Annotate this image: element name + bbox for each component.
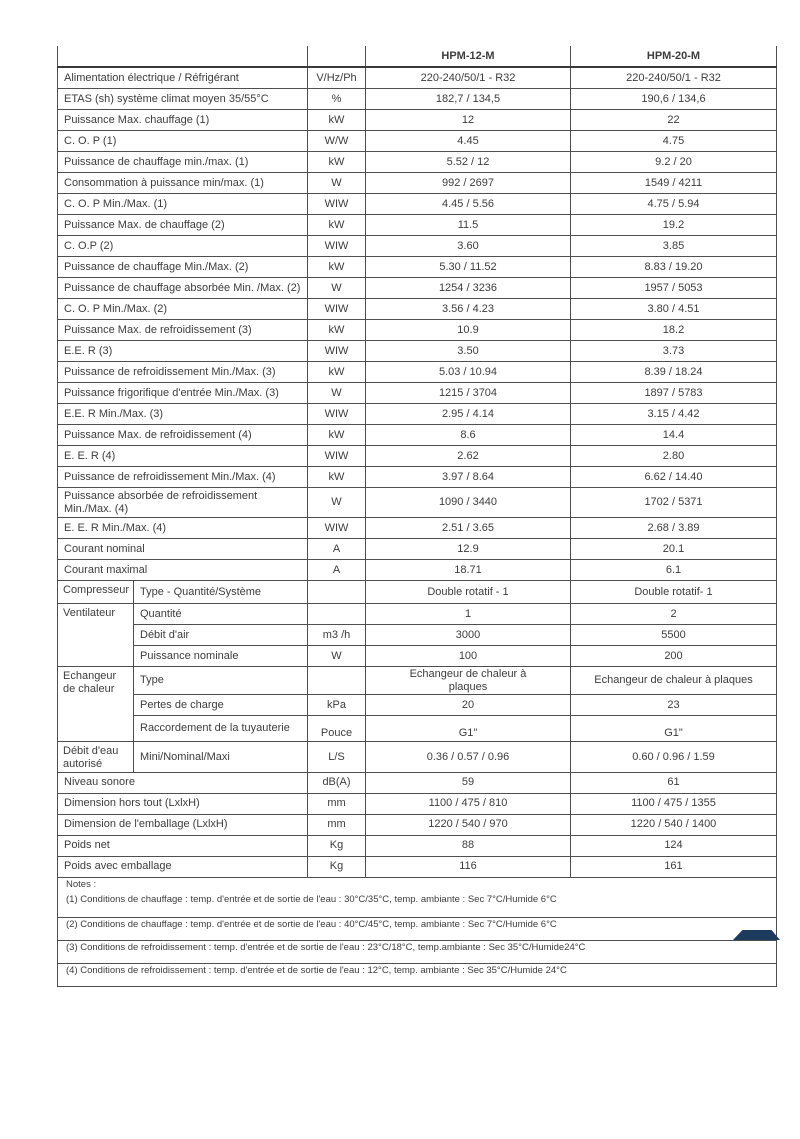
spec-row: [58, 194, 777, 215]
spec-unit: [308, 667, 366, 695]
group-label: Ventilateur: [58, 604, 134, 667]
spec-value-hpm12: 1254 / 3236: [366, 278, 571, 299]
spec-row: [58, 488, 777, 518]
spec-value-hpm12: 4.45: [366, 131, 571, 152]
spec-value-hpm20: 190,6 / 134,6: [571, 89, 777, 110]
spec-value-hpm12: 116: [366, 856, 571, 877]
spec-value-hpm12: 220-240/50/1 - R32: [366, 67, 571, 89]
spec-table: [57, 46, 777, 987]
spec-unit: W: [308, 488, 366, 518]
spec-unit: WIW: [308, 194, 366, 215]
spec-unit: WIW: [308, 299, 366, 320]
spec-row: [58, 67, 777, 89]
spec-unit: A: [308, 539, 366, 560]
spec-value-hpm20: 6.62 / 14.40: [571, 467, 777, 488]
spec-value-hpm12: 3.56 / 4.23: [366, 299, 571, 320]
group-sub-label: Raccordement de la tuyauterie: [134, 716, 308, 742]
spec-row: [58, 560, 777, 581]
spec-value-hpm12: 4.45 / 5.56: [366, 194, 571, 215]
spec-label: Puissance de refroidissement Min./Max. (4): [58, 467, 308, 488]
spec-value-hpm20: Echangeur de chaleur à plaques: [571, 667, 777, 695]
spec-value-hpm20: 220-240/50/1 - R32: [571, 67, 777, 89]
spec-row: [58, 467, 777, 488]
spec-value-hpm20: 9.2 / 20: [571, 152, 777, 173]
spec-unit: W: [308, 278, 366, 299]
group-label: Débit d'eau autorisé: [58, 742, 134, 772]
spec-value-text: Echangeur de chaleur à plaques: [409, 668, 527, 693]
spec-value-hpm20: 2.80: [571, 446, 777, 467]
spec-unit: V/Hz/Ph: [308, 67, 366, 89]
group-row-echangeur: [58, 695, 777, 716]
notes-title: Notes :: [66, 878, 97, 890]
spec-value-hpm12: 182,7 / 134,5: [366, 89, 571, 110]
spec-label: C. O. P Min./Max. (2): [58, 299, 308, 320]
spec-unit: Pouce: [308, 716, 366, 742]
header-unit-blank-cell: [308, 46, 366, 67]
spec-label: Puissance Max. de refroidissement (4): [58, 425, 308, 446]
spec-unit: dB(A): [308, 772, 366, 793]
spec-row: [58, 404, 777, 425]
spec-value-hpm20: 200: [571, 646, 777, 667]
spec-unit: mm: [308, 814, 366, 835]
spec-unit: W/W: [308, 131, 366, 152]
spec-value-hpm12: 12.9: [366, 539, 571, 560]
spec-value-hpm12: 12: [366, 110, 571, 131]
spec-value-hpm20: 2.68 / 3.89: [571, 518, 777, 539]
spec-value-hpm20: 1957 / 5053: [571, 278, 777, 299]
spec-value-hpm20: 14.4: [571, 425, 777, 446]
spec-row: [58, 278, 777, 299]
spec-row: [58, 152, 777, 173]
group-row-ventilateur: [58, 625, 777, 646]
spec-value-hpm12: 992 / 2697: [366, 173, 571, 194]
group-sub-label: Mini/Nominal/Maxi: [134, 742, 308, 772]
spec-value-hpm20: 8.83 / 19.20: [571, 257, 777, 278]
spec-unit: kW: [308, 152, 366, 173]
spec-unit: kW: [308, 257, 366, 278]
spec-label: C. O. P Min./Max. (1): [58, 194, 308, 215]
spec-unit: [308, 581, 366, 604]
spec-value-hpm12: 2.51 / 3.65: [366, 518, 571, 539]
spec-value-hpm12: 100: [366, 646, 571, 667]
spec-value-hpm12: 20: [366, 695, 571, 716]
notes-row: [58, 917, 777, 940]
notes-row: [58, 963, 777, 986]
group-row-compresseur: [58, 581, 777, 604]
spec-label: Alimentation électrique / Réfrigérant: [58, 67, 308, 89]
spec-value-hpm20: 1702 / 5371: [571, 488, 777, 518]
group-sub-label: Quantité: [134, 604, 308, 625]
spec-label: E.E. R Min./Max. (3): [58, 404, 308, 425]
header-row: [58, 46, 777, 67]
spec-label: Puissance de refroidissement Min./Max. (3): [58, 362, 308, 383]
spec-label: Puissance Max. chauffage (1): [58, 110, 308, 131]
spec-unit: A: [308, 560, 366, 581]
group-sub-label: Type - Quantité/Système: [134, 581, 308, 604]
spec-value-hpm20: 161: [571, 856, 777, 877]
spec-label: Puissance de chauffage Min./Max. (2): [58, 257, 308, 278]
spec-row: [58, 110, 777, 131]
spec-value-hpm12: [366, 667, 571, 695]
spec-label: ETAS (sh) système climat moyen 35/55°C: [58, 89, 308, 110]
spec-label: Puissance de chauffage absorbée Min. /Max. (2): [58, 278, 308, 299]
spec-row: [58, 362, 777, 383]
spec-row: [58, 539, 777, 560]
spec-unit: kW: [308, 320, 366, 341]
group-row-ventilateur: [58, 646, 777, 667]
spec-row: [58, 856, 777, 877]
spec-value-hpm12: 1: [366, 604, 571, 625]
spec-value-hpm12: 59: [366, 772, 571, 793]
spec-row: [58, 173, 777, 194]
spec-row: [58, 835, 777, 856]
spec-row: [58, 772, 777, 793]
group-row-ventilateur: [58, 604, 777, 625]
spec-label: E.E. R (3): [58, 341, 308, 362]
spec-value-hpm12: 18.71: [366, 560, 571, 581]
spec-value-hpm12: 1215 / 3704: [366, 383, 571, 404]
spec-label: Poids avec emballage: [58, 856, 308, 877]
spec-row: [58, 446, 777, 467]
spec-label: Consommation à puissance min/max. (1): [58, 173, 308, 194]
spec-label: Niveau sonore: [58, 772, 308, 793]
header-blank-cell: [58, 46, 308, 67]
spec-value-hpm12: 1100 / 475 / 810: [366, 793, 571, 814]
group-sub-label: Pertes de charge: [134, 695, 308, 716]
spec-unit: W: [308, 646, 366, 667]
spec-value-hpm12: 3.60: [366, 236, 571, 257]
spec-value-hpm20: 1100 / 475 / 1355: [571, 793, 777, 814]
spec-value-hpm20: 8.39 / 18.24: [571, 362, 777, 383]
spec-value-hpm12: 8.6: [366, 425, 571, 446]
spec-label: Poids net: [58, 835, 308, 856]
spec-unit: kW: [308, 215, 366, 236]
spec-value-hpm12: 5.30 / 11.52: [366, 257, 571, 278]
spec-value-hpm20: 19.2: [571, 215, 777, 236]
spec-value-hpm12: 11.5: [366, 215, 571, 236]
spec-row: [58, 425, 777, 446]
spec-label: Courant nominal: [58, 539, 308, 560]
spec-row: [58, 793, 777, 814]
spec-label: Puissance frigorifique d'entrée Min./Max. (3): [58, 383, 308, 404]
spec-value-hpm12: 1220 / 540 / 970: [366, 814, 571, 835]
spec-value-hpm20: 3.15 / 4.42: [571, 404, 777, 425]
spec-row: [58, 89, 777, 110]
spec-label: E. E. R Min./Max. (4): [58, 518, 308, 539]
spec-value-hpm20: 3.73: [571, 341, 777, 362]
group-sub-label: Type: [134, 667, 308, 695]
spec-unit: mm: [308, 793, 366, 814]
spec-value-hpm20: 4.75: [571, 131, 777, 152]
spec-row: [58, 814, 777, 835]
spec-unit: W: [308, 383, 366, 404]
group-row-echangeur: [58, 716, 777, 742]
spec-unit: Kg: [308, 835, 366, 856]
spec-value-hpm12: 1090 / 3440: [366, 488, 571, 518]
spec-label: C. O.P (2): [58, 236, 308, 257]
spec-value-hpm20: 3.85: [571, 236, 777, 257]
spec-value-hpm20: G1": [571, 716, 777, 742]
group-label: Echangeur de chaleur: [58, 667, 134, 742]
spec-value-hpm12: 2.95 / 4.14: [366, 404, 571, 425]
spec-value-hpm20: 4.75 / 5.94: [571, 194, 777, 215]
spec-value-hpm12: 3.50: [366, 341, 571, 362]
spec-label: E. E. R (4): [58, 446, 308, 467]
spec-value-hpm20: 1897 / 5783: [571, 383, 777, 404]
group-row-debit-eau: [58, 742, 777, 772]
spec-value-hpm20: 22: [571, 110, 777, 131]
spec-row: [58, 131, 777, 152]
spec-value-hpm20: 18.2: [571, 320, 777, 341]
group-row-echangeur: [58, 667, 777, 695]
spec-unit: WIW: [308, 236, 366, 257]
spec-value-hpm12: 5.03 / 10.94: [366, 362, 571, 383]
spec-value-hpm20: 1549 / 4211: [571, 173, 777, 194]
notes-row: [58, 940, 777, 963]
spec-unit: m3 /h: [308, 625, 366, 646]
group-label: Compresseur: [58, 581, 134, 604]
spec-value-hpm20: 0.60 / 0.96 / 1.59: [571, 742, 777, 772]
spec-value-hpm12: G1": [366, 716, 571, 742]
spec-row: [58, 257, 777, 278]
spec-value-hpm12: 10.9: [366, 320, 571, 341]
spec-value-hpm12: 88: [366, 835, 571, 856]
spec-unit: kW: [308, 425, 366, 446]
spec-value-hpm20: 124: [571, 835, 777, 856]
model-column-header-hpm12: HPM-12-M: [366, 46, 571, 67]
spec-label: Puissance de chauffage min./max. (1): [58, 152, 308, 173]
group-sub-label: Puissance nominale: [134, 646, 308, 667]
note-item-4: (4) Conditions de refroidissement : temp. d'entrée et de sortie de l'eau : 12°C, temp. ambiante : Sec 35°C/Humide 24°C: [58, 963, 777, 986]
spec-row: [58, 236, 777, 257]
spec-label: Courant maximal: [58, 560, 308, 581]
spec-value-hpm12: 2.62: [366, 446, 571, 467]
note-item-2: (2) Conditions de chauffage : temp. d'entrée et de sortie de l'eau : 40°C/45°C, temp. ambiante : Sec 7°C/Humide 6°C: [58, 917, 777, 940]
spec-unit: %: [308, 89, 366, 110]
note-item-3: (3) Conditions de refroidissement : temp. d'entrée et de sortie de l'eau : 23°C/18°C, temp.ambiante : Sec 35°C/Humide24°C: [58, 940, 777, 963]
spec-unit: kW: [308, 467, 366, 488]
model-column-header-hpm20: HPM-20-M: [571, 46, 777, 67]
spec-value-hpm12: 3.97 / 8.64: [366, 467, 571, 488]
spec-unit: WIW: [308, 518, 366, 539]
note-item-1: (1) Conditions de chauffage : temp. d'entrée et de sortie de l'eau : 30°C/35°C, temp. ambiante : Sec 7°C/Humide 6°C: [66, 894, 557, 906]
spec-value-hpm20: 3.80 / 4.51: [571, 299, 777, 320]
spec-row: [58, 383, 777, 404]
spec-value-hpm20: Double rotatif- 1: [571, 581, 777, 604]
spec-row: [58, 299, 777, 320]
group-sub-label: Débit d'air: [134, 625, 308, 646]
spec-label: Puissance Max. de chauffage (2): [58, 215, 308, 236]
spec-label: Puissance absorbée de refroidissement Min./Max. (4): [58, 488, 308, 518]
spec-unit: kW: [308, 110, 366, 131]
spec-label: Puissance Max. de refroidissement (3): [58, 320, 308, 341]
spec-row: [58, 320, 777, 341]
spec-value-hpm12: Double rotatif - 1: [366, 581, 571, 604]
spec-row: [58, 518, 777, 539]
spec-unit: W: [308, 173, 366, 194]
spec-row: [58, 341, 777, 362]
spec-unit: WIW: [308, 341, 366, 362]
spec-value-hpm12: 3000: [366, 625, 571, 646]
spec-unit: L/S: [308, 742, 366, 772]
spec-value-hpm20: 61: [571, 772, 777, 793]
spec-value-hpm20: 1220 / 540 / 1400: [571, 814, 777, 835]
notes-cell: [58, 877, 777, 917]
spec-label: Dimension de l'emballage (LxlxH): [58, 814, 308, 835]
spec-unit: Kg: [308, 856, 366, 877]
spec-label: C. O. P (1): [58, 131, 308, 152]
spec-value-hpm20: 23: [571, 695, 777, 716]
spec-unit: kW: [308, 362, 366, 383]
spec-unit: WIW: [308, 404, 366, 425]
spec-value-hpm20: 5500: [571, 625, 777, 646]
spec-value-hpm12: 0.36 / 0.57 / 0.96: [366, 742, 571, 772]
spec-row: [58, 215, 777, 236]
spec-value-hpm12: 5.52 / 12: [366, 152, 571, 173]
spec-value-hpm20: 2: [571, 604, 777, 625]
spec-label: Dimension hors tout (LxlxH): [58, 793, 308, 814]
spec-value-hpm20: 6.1: [571, 560, 777, 581]
notes-row: [58, 877, 777, 917]
spec-unit: [308, 604, 366, 625]
spec-unit: kPa: [308, 695, 366, 716]
spec-unit: WIW: [308, 446, 366, 467]
spec-value-hpm20: 20.1: [571, 539, 777, 560]
